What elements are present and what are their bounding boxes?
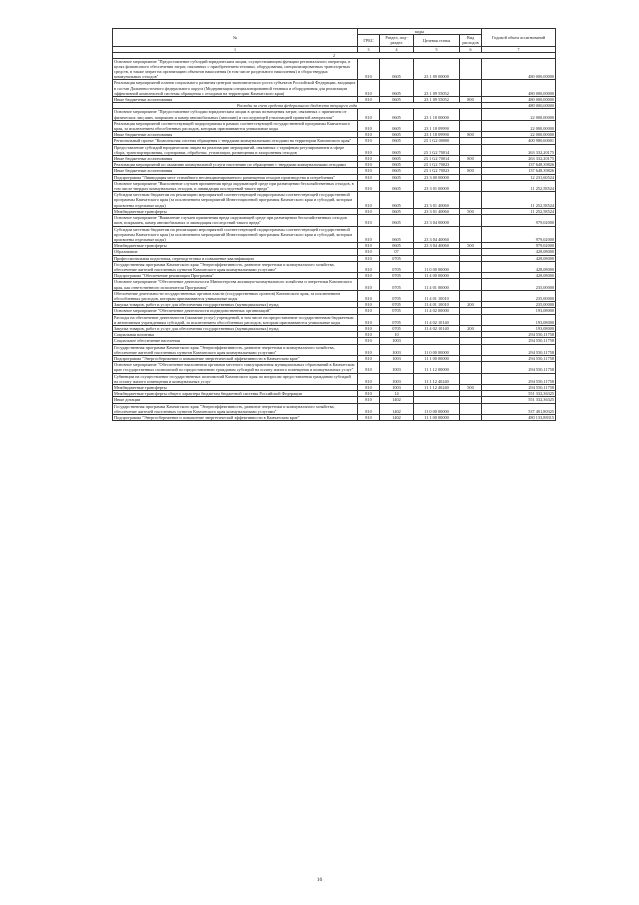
razdel-cell: 07 bbox=[380, 249, 414, 255]
csr-cell: 11 4 02 00000 bbox=[414, 308, 460, 314]
grbs-cell: 810 bbox=[358, 344, 380, 355]
csr-cell: 23 1 09 55052 bbox=[414, 80, 460, 97]
csr-cell: 23 3 04 40060 bbox=[414, 226, 460, 243]
vid-cell bbox=[460, 144, 482, 155]
vid-cell bbox=[460, 314, 482, 325]
grbs-cell: 810 bbox=[358, 97, 380, 103]
vid-cell: 200 bbox=[460, 302, 482, 308]
csr-cell: 11 0 00 00000 bbox=[414, 344, 460, 355]
vid-cell: 500 bbox=[460, 384, 482, 390]
razdel-cell: 1402 bbox=[380, 415, 414, 421]
amount-cell: 193,08000 bbox=[482, 314, 556, 325]
colnum: 1 bbox=[113, 46, 358, 52]
header-number: № bbox=[113, 29, 358, 47]
name-cell: Предоставление субсидий юридическим лицам на реализацию мероприятий, связанных с тарифным регулированием в сфере сбора, транспортирования, сортировки, обработки, утилизации, размещения и захоронения отходов bbox=[113, 144, 358, 155]
table-row bbox=[113, 180, 556, 191]
csr-cell: 23 1 18 09990 bbox=[414, 132, 460, 138]
colnum: 4 bbox=[380, 46, 414, 52]
vid-cell: 800 bbox=[460, 97, 482, 103]
csr-cell: 23 1 G2 70014 bbox=[414, 144, 460, 155]
amount-cell: 137 648,39826 bbox=[482, 168, 556, 174]
grbs-cell: 810 bbox=[358, 325, 380, 331]
vid-cell bbox=[460, 180, 482, 191]
vid-cell bbox=[460, 109, 482, 120]
grbs-cell: 810 bbox=[358, 174, 380, 180]
amount-cell: 979,02000 bbox=[482, 243, 556, 249]
grbs-cell: 810 bbox=[358, 308, 380, 314]
razdel-cell: 0605 bbox=[380, 109, 414, 120]
amount-cell: 294 550,11758 bbox=[482, 355, 556, 361]
grbs-cell: 810 bbox=[358, 109, 380, 120]
name-cell: Иные бюджетные ассигнования bbox=[113, 132, 358, 138]
name-cell: Субсидии местным бюджетам на реализацию мероприятий соответствующей подпрограммы соответствующей государственной программы Камчатского края (за исключением мероприятий Инвестиционной программы Камчатского края и субсидий, которым присвоены отдельные коды) bbox=[113, 192, 358, 209]
razdel-cell: 1402 bbox=[380, 397, 414, 403]
vid-cell bbox=[460, 373, 482, 384]
razdel-cell: 0605 bbox=[380, 144, 414, 155]
csr-cell: 23 1 18 09990 bbox=[414, 120, 460, 131]
grbs-cell: 810 bbox=[358, 249, 380, 255]
razdel-cell: 0705 bbox=[380, 290, 414, 301]
grbs-cell: 810 bbox=[358, 208, 380, 214]
csr-cell: 11 1 00 00000 bbox=[414, 355, 460, 361]
grbs-cell: 810 bbox=[358, 132, 380, 138]
grbs-cell: 810 bbox=[358, 403, 380, 414]
razdel-cell: 0605 bbox=[380, 226, 414, 243]
razdel-cell: 0705 bbox=[380, 255, 414, 261]
table-row bbox=[113, 109, 556, 120]
amount-cell: 294 550,11758 bbox=[482, 332, 556, 338]
name-cell: Иные бюджетные ассигнования bbox=[113, 156, 358, 162]
name-cell: Основное мероприятие "Обеспечение деятельности подведомственных организаций" bbox=[113, 308, 358, 314]
razdel-cell: 0605 bbox=[380, 80, 414, 97]
budget-table bbox=[112, 28, 556, 421]
amount-cell: 400 980,60001 bbox=[482, 138, 556, 144]
csr-cell: 11 4 01 10010 bbox=[414, 290, 460, 301]
grbs-cell: 810 bbox=[358, 302, 380, 308]
grbs-cell: 810 bbox=[358, 261, 380, 272]
grbs-cell: 810 bbox=[358, 314, 380, 325]
amount-cell: 537 401,80325 bbox=[482, 403, 556, 414]
name-cell: Основное мероприятие "Предоставление субсидии юридическим лицам в целях возмещения затрат, связанных с принятием от физических лиц шин, покрышек и камер автомобильных (автошин) и последующей утилизацией принятой автореалии" bbox=[113, 109, 358, 120]
name-cell: Закупка товаров, работ и услуг для обеспечения государственных (муниципальных) нужд bbox=[113, 325, 358, 331]
colnum: 7 bbox=[482, 46, 556, 52]
vid-cell bbox=[460, 290, 482, 301]
amount-cell: 235,00000 bbox=[482, 290, 556, 301]
vid-cell: 200 bbox=[460, 325, 482, 331]
name-cell: Иные дотации bbox=[113, 397, 358, 403]
name-cell: Закупка товаров, работ и услуг для обеспечения государственных (муниципальных) нужд bbox=[113, 302, 358, 308]
amount-cell: 11 252,58524 bbox=[482, 192, 556, 209]
grbs-cell: 810 bbox=[358, 355, 380, 361]
vid-cell bbox=[460, 279, 482, 290]
csr-cell: 23 1 09 00000 bbox=[414, 58, 460, 80]
amount-cell: 428,08000 bbox=[482, 261, 556, 272]
amount-cell: 11 252,58524 bbox=[482, 208, 556, 214]
vid-cell: 500 bbox=[460, 243, 482, 249]
grbs-cell: 810 bbox=[358, 362, 380, 373]
amount-cell: 294 550,11758 bbox=[482, 338, 556, 344]
vid-cell bbox=[460, 403, 482, 414]
amount-cell: 22 000,00000 bbox=[482, 120, 556, 131]
name-cell: Межбюджетные трансферты bbox=[113, 243, 358, 249]
csr-cell: 23 1 G2 70014 bbox=[414, 156, 460, 162]
razdel-cell: 14 bbox=[380, 391, 414, 397]
name-cell: Подпрограмма "Энергосбережение и повышение энергетической эффективности в Камчатском крае" bbox=[113, 415, 358, 421]
vid-cell: 800 bbox=[460, 168, 482, 174]
name-cell: Иные бюджетные ассигнования bbox=[113, 97, 358, 103]
header-codes: коды bbox=[358, 29, 482, 35]
name-cell: Основное мероприятие "Выполнение случаев причинения вреда окружающей среде при размещении бесхозяйственных отходов, в том числе твердых коммунальных отходов, и ликвидация последствий такого вреда" bbox=[113, 180, 358, 191]
razdel-cell: 1003 bbox=[380, 355, 414, 361]
table-row bbox=[113, 192, 556, 209]
grbs-cell: 810 bbox=[358, 144, 380, 155]
name-cell: Профессиональная подготовка, переподготовка и повышение квалификации bbox=[113, 255, 358, 261]
name-cell: Основное мероприятие "Обеспечение деятельности Министерства жилищно-коммунального хозяйства и энергетики Камчатского края, как ответственного исполнителя Программы" bbox=[113, 279, 358, 290]
name-cell: Реализация мероприятий соответствующей подпрограммы в рамках соответствующей государственной программы Камчатского края, за исключением обособленных расходов, которым присваиваются уникальные коды bbox=[113, 120, 358, 131]
csr-cell: 23 1 G2 70023 bbox=[414, 168, 460, 174]
name-cell: Подпрограмма "Энергосбережение и повышение энергетической эффективности в Камчатском крае" bbox=[113, 355, 358, 361]
razdel-cell: 1003 bbox=[380, 338, 414, 344]
razdel-cell: 0605 bbox=[380, 132, 414, 138]
header-csr: Целевая статья bbox=[414, 35, 460, 46]
table-body bbox=[113, 58, 556, 421]
razdel-cell: 0605 bbox=[380, 58, 414, 80]
vid-cell bbox=[460, 80, 482, 97]
csr-cell: 23 3 01 00000 bbox=[414, 180, 460, 191]
vid-cell: 800 bbox=[460, 132, 482, 138]
razdel-cell: 0605 bbox=[380, 162, 414, 168]
colnum-2: 2 bbox=[113, 52, 556, 58]
amount-cell: 294 550,11758 bbox=[482, 344, 556, 355]
vid-cell bbox=[460, 58, 482, 80]
grbs-cell: 810 bbox=[358, 273, 380, 279]
name-cell: Социальная политика bbox=[113, 332, 358, 338]
name-cell: Расходы на обеспечение деятельности (оказание услуг) учреждений, в том числе на предоставление государственным бюджетным и автономным учреждениям субсидий, за исключением обособленных расходов, которым присваиваются уникальные коды bbox=[113, 314, 358, 325]
name-cell: Государственная программа Камчатского края "Энергоэффективность, развитие энергетики и коммунального хозяйства, обеспечение жителей населенных пунктов Камчатского края коммунальными услугами" bbox=[113, 403, 358, 414]
vid-cell: 500 bbox=[460, 208, 482, 214]
razdel-cell: 1003 bbox=[380, 384, 414, 390]
amount-cell: 480 000,00000 bbox=[482, 58, 556, 80]
grbs-cell: 810 bbox=[358, 415, 380, 421]
csr-cell: 11 4 02 10140 bbox=[414, 314, 460, 325]
name-cell: Государственная программа Камчатского края "Энергоэффективность, развитие энергетики и коммунального хозяйства, обеспечение жителей населенных пунктов Камчатского края коммунальными услугами" bbox=[113, 261, 358, 272]
amount-cell: 193,08000 bbox=[482, 325, 556, 331]
razdel-cell: 1003 bbox=[380, 373, 414, 384]
csr-cell: 23 3 04 40060 bbox=[414, 243, 460, 249]
razdel-cell: 0705 bbox=[380, 308, 414, 314]
name-cell: Региональный проект "Комплексная система обращения с твердыми коммунальными отходами на территории Камчатского края" bbox=[113, 138, 358, 144]
razdel-cell: 10 bbox=[380, 332, 414, 338]
amount-cell: 480 133,88315 bbox=[482, 415, 556, 421]
csr-cell: 23 1 G2 00000 bbox=[414, 138, 460, 144]
csr-cell: 23 3 00 00000 bbox=[414, 174, 460, 180]
vid-cell bbox=[460, 415, 482, 421]
grbs-cell: 810 bbox=[358, 243, 380, 249]
razdel-cell: 0605 bbox=[380, 174, 414, 180]
grbs-cell: 810 bbox=[358, 156, 380, 162]
razdel-cell: 0605 bbox=[380, 97, 414, 103]
amount-cell: 12 231,60524 bbox=[482, 174, 556, 180]
csr-cell: 11 1 00 00000 bbox=[414, 415, 460, 421]
name-cell: Основное мероприятие "Выявление случаев причинения вреда окружающей среде при размещении бесхозяйственных отходов шин, покрышек, камер автомобильных и ликвидация последствий такого вреда" bbox=[113, 215, 358, 226]
name-cell: Образование bbox=[113, 249, 358, 255]
csr-cell: 11 4 02 10140 bbox=[414, 325, 460, 331]
header-amount: Годовой объем ассигнований bbox=[482, 29, 556, 47]
grbs-cell: 810 bbox=[358, 384, 380, 390]
grbs-cell: 810 bbox=[358, 332, 380, 338]
grbs-cell: 810 bbox=[358, 226, 380, 243]
csr-cell: 11 4 01 10010 bbox=[414, 302, 460, 308]
table-row bbox=[113, 290, 556, 301]
table-row bbox=[113, 279, 556, 290]
razdel-cell: 0705 bbox=[380, 279, 414, 290]
vid-cell bbox=[460, 261, 482, 272]
table-row bbox=[113, 403, 556, 414]
amount-cell: 137 648,39826 bbox=[482, 162, 556, 168]
amount-cell: 979,02000 bbox=[482, 226, 556, 243]
amount-cell: 428,08000 bbox=[482, 255, 556, 261]
name-cell: Субсидии местным бюджетам на реализацию мероприятий соответствующей подпрограммы соответствующей государственной программы Камчатского края (за исключением мероприятий Инвестиционной программы Камчатского края и субсидий, которым присвоены отдельные коды) bbox=[113, 226, 358, 243]
csr-cell: 11 1 12 40240 bbox=[414, 384, 460, 390]
razdel-cell: 0705 bbox=[380, 302, 414, 308]
amount-cell: 480 000,00000 bbox=[482, 97, 556, 103]
name-cell: Межбюджетные трансферты общего характера бюджетам бюджетной системы Российской Федерации bbox=[113, 391, 358, 397]
grbs-cell: 810 bbox=[358, 162, 380, 168]
colnum: 6 bbox=[460, 46, 482, 52]
amount-cell: 22 000,00000 bbox=[482, 132, 556, 138]
table-row bbox=[113, 144, 556, 155]
csr-cell: 11 1 12 00000 bbox=[414, 362, 460, 373]
amount-cell: 551 332,36325 bbox=[482, 397, 556, 403]
vid-cell bbox=[460, 344, 482, 355]
grbs-cell: 810 bbox=[358, 397, 380, 403]
amount-cell: 263 332,20175 bbox=[482, 144, 556, 155]
amount-cell: 235,00000 bbox=[482, 279, 556, 290]
vid-cell bbox=[460, 226, 482, 243]
grbs-cell: 810 bbox=[358, 192, 380, 209]
colnum: 5 bbox=[414, 46, 460, 52]
amount-cell: 551 332,36325 bbox=[482, 391, 556, 397]
amount-cell: 294 550,11758 bbox=[482, 373, 556, 384]
name-cell: Основное мероприятие "Обеспечение выполнения органами местного самоуправления муниципальных образований в Камчатском крае государственных полномочий по предоставлению гражданам субсидий на оплату жилого помещения и коммунальных услуг" bbox=[113, 362, 358, 373]
amount-cell: 428,08000 bbox=[482, 249, 556, 255]
name-cell: Субвенции на осуществление государственных полномочий Камчатского края по вопросам предоставления гражданам субсидий на оплату жилого помещения и коммунальных услуг bbox=[113, 373, 358, 384]
header-razdel: Раздел, под-раздел bbox=[380, 35, 414, 46]
razdel-cell: 0605 bbox=[380, 192, 414, 209]
grbs-cell: 810 bbox=[358, 255, 380, 261]
razdel-cell: 0605 bbox=[380, 120, 414, 131]
grbs-cell: 810 bbox=[358, 215, 380, 226]
amount-cell: 22 000,00000 bbox=[482, 109, 556, 120]
vid-cell bbox=[460, 192, 482, 209]
grbs-cell: 810 bbox=[358, 338, 380, 344]
table-row bbox=[113, 373, 556, 384]
name-cell: Основное мероприятие "Предоставление субсидий юридическим лицам, осуществляющим функции регионального оператора, в целях финансового обеспечения затрат, связанных с приобретением техники, оборудования, специализированных транспортных средств, в также затрат на организацию объектов накопления (в том числе раздельного накопления) и сбора твердых коммунальных отходов" bbox=[113, 58, 358, 80]
name-cell: Иные бюджетные ассигнования bbox=[113, 168, 358, 174]
name-cell: Государственная программа Камчатского края "Энергоэффективность, развитие энергетики и коммунального хозяйства, обеспечение жителей населенных пунктов Камчатского края коммунальными услугами" bbox=[113, 344, 358, 355]
table-row bbox=[113, 314, 556, 325]
name-cell: Социальное обеспечение населения bbox=[113, 338, 358, 344]
csr-cell: 11 4 00 00000 bbox=[414, 273, 460, 279]
section-note: Расходы за счет средств федерального бюджета текущего года bbox=[113, 103, 482, 109]
name-cell: Подпрограмма "Обеспечение реализации Программы" bbox=[113, 273, 358, 279]
razdel-cell: 0605 bbox=[380, 138, 414, 144]
razdel-cell: 0605 bbox=[380, 180, 414, 191]
csr-cell: 23 1 G2 70023 bbox=[414, 162, 460, 168]
page-number: 16 bbox=[316, 877, 323, 883]
grbs-cell: 810 bbox=[358, 168, 380, 174]
name-cell: Межбюджетные трансферты bbox=[113, 208, 358, 214]
csr-cell: 23 1 09 55052 bbox=[414, 97, 460, 103]
amount-cell: 294 550,11758 bbox=[482, 384, 556, 390]
amount-cell: 11 252,58524 bbox=[482, 180, 556, 191]
csr-cell: 11 4 01 00000 bbox=[414, 279, 460, 290]
grbs-cell: 810 bbox=[358, 180, 380, 191]
grbs-cell: 810 bbox=[358, 58, 380, 80]
csr-cell: 23 3 01 40060 bbox=[414, 192, 460, 209]
table-header bbox=[113, 29, 556, 59]
amount-cell: 294 550,11758 bbox=[482, 362, 556, 373]
csr-cell: 23 1 18 00000 bbox=[414, 109, 460, 120]
vid-cell bbox=[460, 362, 482, 373]
table-row bbox=[113, 261, 556, 272]
name-cell: Межбюджетные трансферты bbox=[113, 384, 358, 390]
razdel-cell: 0705 bbox=[380, 325, 414, 331]
razdel-cell: 0605 bbox=[380, 168, 414, 174]
csr-cell: 11 0 00 00000 bbox=[414, 403, 460, 414]
name-cell: Реализация мероприятий планов социального развития центров экономического роста субъектов Российской Федерации, входящих в состав Дальневосточного федерального округа (Модернизация специализированной техники и оборудования для реализации эффективной комплексной системы обращения с отходами на территории Камчатского края) bbox=[114, 80, 356, 96]
grbs-cell: 810 bbox=[358, 279, 380, 290]
vid-cell bbox=[460, 120, 482, 131]
table-row bbox=[113, 80, 556, 97]
razdel-cell: 0705 bbox=[380, 261, 414, 272]
csr-cell: 11 1 12 40240 bbox=[414, 373, 460, 384]
grbs-cell: 810 bbox=[358, 391, 380, 397]
table-row bbox=[113, 215, 556, 226]
razdel-cell: 1003 bbox=[380, 362, 414, 373]
table-row bbox=[113, 58, 556, 80]
header-vid: Вид расходов bbox=[460, 35, 482, 46]
grbs-cell: 810 bbox=[358, 373, 380, 384]
document-page bbox=[112, 28, 555, 421]
csr-cell: 11 0 00 00000 bbox=[414, 261, 460, 272]
razdel-cell: 1003 bbox=[380, 344, 414, 355]
razdel-cell: 0605 bbox=[380, 208, 414, 214]
amount-cell: 979,02000 bbox=[482, 215, 556, 226]
razdel-cell: 0705 bbox=[380, 314, 414, 325]
razdel-cell: 1402 bbox=[380, 403, 414, 414]
amount-cell: 263 332,20175 bbox=[482, 156, 556, 162]
razdel-cell: 0605 bbox=[380, 243, 414, 249]
header-grbs: ГРБС bbox=[358, 35, 380, 46]
grbs-cell: 810 bbox=[358, 80, 380, 97]
colnum: 3 bbox=[358, 46, 380, 52]
razdel-cell: 0605 bbox=[380, 215, 414, 226]
vid-cell: 800 bbox=[460, 156, 482, 162]
amount-cell: 480 000,00000 bbox=[482, 103, 556, 109]
table-row bbox=[113, 362, 556, 373]
amount-cell: 193,08000 bbox=[482, 308, 556, 314]
table-row bbox=[113, 415, 556, 421]
grbs-cell: 810 bbox=[358, 120, 380, 131]
name-cell: Обеспечение деятельности государственных органов власти (государственных органов) Камчатского края, за исключением обособленных расходов, которым присваиваются уникальные коды bbox=[113, 290, 358, 301]
grbs-cell: 810 bbox=[358, 138, 380, 144]
amount-cell: 428,08000 bbox=[482, 273, 556, 279]
table-row bbox=[113, 344, 556, 355]
name-cell: Реализация мероприятий по оказанию коммунальной услуги населению по обращению с твердыми коммунальными отходами bbox=[113, 162, 358, 168]
csr-cell: 23 3 04 00000 bbox=[414, 215, 460, 226]
amount-cell: 480 000,00000 bbox=[482, 80, 556, 97]
amount-cell: 235,00000 bbox=[482, 302, 556, 308]
csr-cell: 23 3 01 40060 bbox=[414, 208, 460, 214]
vid-cell bbox=[460, 215, 482, 226]
table-row bbox=[113, 120, 556, 131]
grbs-cell: 810 bbox=[358, 290, 380, 301]
razdel-cell: 0605 bbox=[380, 156, 414, 162]
razdel-cell: 0705 bbox=[380, 273, 414, 279]
table-row bbox=[113, 226, 556, 243]
name-cell: Подпрограмма "Ликвидация мест стихийного несанкционированного размещения отходов производства и потребления" bbox=[113, 174, 358, 180]
